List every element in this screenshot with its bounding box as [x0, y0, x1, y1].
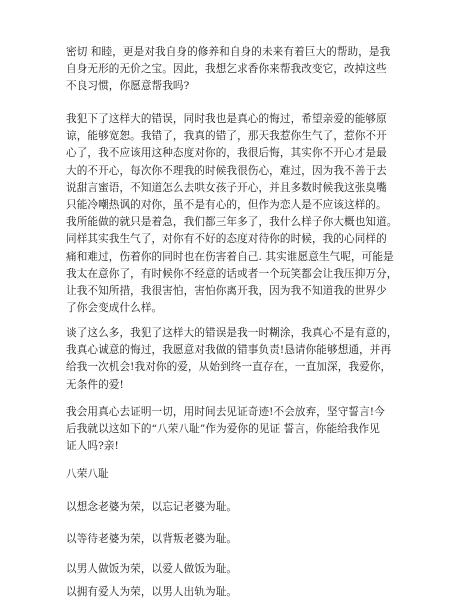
- text-line: 了你会变成什么样。: [66, 302, 163, 315]
- text-line: 八荣八耻: [66, 468, 109, 480]
- text-line: 我太在意你了，有时候你不经意的话或者一个玩笑都会让我压抑万分，: [66, 267, 398, 280]
- text-line: 以拥有爱人为荣，以男人出轨为耻。: [66, 586, 238, 598]
- text-line: 以男人做饭为荣，以爱人做饭为耻。: [66, 563, 238, 575]
- text-line: 我真心诚意的悔过，我愿意对我做的错事负责!恳请你能够想通，并再: [66, 344, 392, 357]
- list-item: [66, 531, 401, 548]
- text-line: 痛和难过，伤着你的同时也在伤害着自己. 其实谁愿意生气呢，可能是: [66, 250, 394, 263]
- text-line: 心了，我不应该用这种态度对你的，我很后悔，其实你不开心才是最: [66, 147, 387, 160]
- text-line: 同样其实我生气了，对你有不好的态度对待你的时候，我的心同样的: [66, 233, 387, 246]
- list-item: [66, 499, 401, 516]
- text-line: 自身无形的无价之宝。因此，我想乞求香你来帮我改变它，改掉这些: [66, 63, 387, 76]
- text-line: 我犯下了这样大的错误，同时我也是真心的悔过，希望亲爱的能够原: [66, 113, 387, 125]
- section-heading: [66, 466, 401, 483]
- text-line: 我会用真心去证明一切，用时间去见证奇迹!不会放弃，坚守誓言!今: [66, 406, 385, 418]
- text-line: 谅，能够宽恕。我错了，我真的错了，那天我惹你生气了，惹你不开: [66, 130, 387, 143]
- text-line: 以想念老婆为荣，以忘记老婆为耻。: [66, 501, 238, 513]
- text-line: 谈了这么多，我犯了这样大的错误是我一时糊涂，我真心不是有意的，: [66, 327, 398, 339]
- text-line: 大的不开心，每次你不理我的时候我很伤心，难过，因为我不善于去: [66, 164, 387, 177]
- text-line: 说甜言蜜语，不知道怎么去哄女孩子开心，并且多数时候我这张臭嘴: [66, 181, 387, 194]
- paragraph-apology: [66, 111, 401, 317]
- list-item: [66, 584, 401, 601]
- text-line: 给我一次机会!我对你的爱，从始到终一直存在，一直加深，我爱你，: [66, 361, 392, 374]
- text-line: 证人吗?亲!: [66, 440, 119, 453]
- text-line: 密切 和睦，更是对我自身的修养和自身的未来有着巨大的帮助，是我: [66, 46, 391, 58]
- text-line: 不良习惯，你愿意帮我吗?: [66, 80, 190, 93]
- text-line: 我所能做的就只是着急，我们都三年多了，我什么样子你大概也知道。: [66, 216, 398, 229]
- text-line: 无条件的爱!: [66, 378, 124, 391]
- text-line: 让我不知所措，我很害怕，害怕你离开我，因为我不知道我的世界少: [66, 285, 387, 298]
- text-line: 只能冷嘲热讽的对你，虽不是有心的，但作为恋人是不应该这样的。: [66, 199, 387, 212]
- text-line: 后我就以这如下的“八荣八耻”作为爱你的见证 誓言，你能给我作见: [66, 423, 380, 436]
- paragraph-intro: [66, 44, 401, 96]
- list-item: [66, 561, 401, 578]
- paragraph-promise: [66, 404, 401, 456]
- text-line: 以等待老婆为荣，以背叛老婆为耻。: [66, 533, 238, 545]
- paragraph-regret: [66, 325, 401, 394]
